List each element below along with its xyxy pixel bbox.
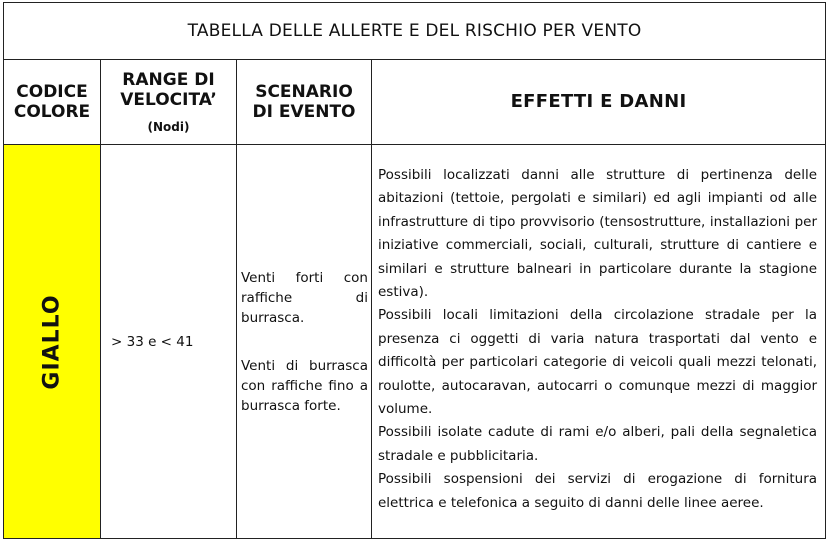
header-color-code: CODICE COLORE [4,60,101,145]
scenario-text: Venti di burrasca con raffiche fino a burrasca forte. [241,357,368,414]
header-scenario: SCENARIO DI EVENTO [237,60,372,145]
header-speed-unit: (Nodi) [147,120,190,134]
header-effects: EFFETTI E DANNI [372,60,826,145]
scenario-cell [237,145,372,539]
effect-paragraph: Possibili locali limitazioni della circolazione stradale per la presenza ci oggetti di varia natura trasportati dal vento e difficoltà per particolari categorie di veicoli quali mezzi telonati, roulotte, autocaravan, autocarri o comunque mezzi di maggior volume. [378,307,818,418]
effect-paragraph: Possibili localizzati danni alle strutture di pertinenza delle abitazioni (tettoie, pergolati e similari) ed agli impianti od alle infrastrutture di tipo provvisorio (tensostrutture, installazioni per iniziative commerciali, sociali, culturali, strutture di cantiere e similari e strutture balneari in particolare durante la stagione estiva). [378,166,818,300]
effect-paragraph: Possibili isolate cadute di rami e/o alberi, pali della segnaletica stradale e pubblicitaria. [378,424,818,464]
effect-paragraph: Possibili sospensioni dei servizi di erogazione di fornitura elettrica e telefonica a seguito di danni delle linee aeree. [378,471,818,511]
effects-cell [372,145,826,539]
table-title: TABELLA DELLE ALLERTE E DEL RISCHIO PER VENTO [4,3,826,60]
header-speed-range-label: RANGE DI VELOCITA’ [120,70,217,110]
header-speed-range [101,60,237,145]
wind-alert-table [3,2,826,539]
color-code-cell [4,145,101,539]
color-code-label: GIALLO [39,293,65,390]
speed-range-value: > 33 e < 41 [101,145,237,539]
scenario-text: Venti forti con raffiche di burrasca. [241,269,368,326]
